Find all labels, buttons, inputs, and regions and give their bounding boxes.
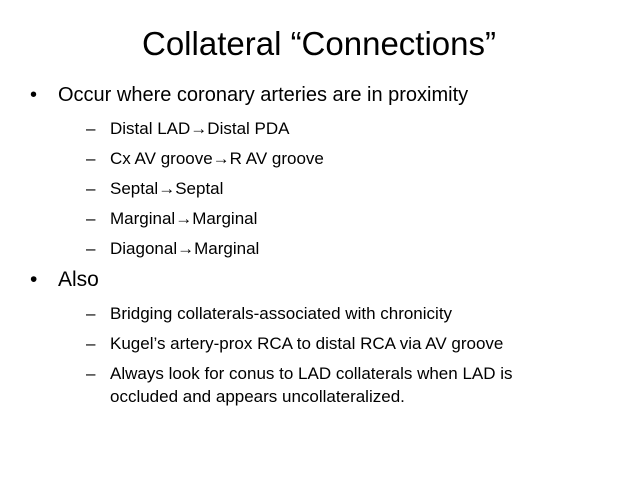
sub-item-text: Septal→Septal: [110, 179, 224, 198]
sub-item-text: Cx AV groove→R AV groove: [110, 149, 324, 168]
sub-item-marginal: [86, 207, 258, 230]
dash-icon: –: [86, 149, 96, 168]
sub-item-text: Distal LAD→Distal PDA: [110, 119, 290, 138]
slide-title: Collateral “Connections”: [142, 25, 496, 62]
sub-item-text: Marginal→Marginal: [110, 209, 258, 228]
dash-icon: –: [86, 179, 96, 198]
dash-icon: –: [86, 209, 96, 228]
bullet-icon: •: [30, 84, 38, 106]
dash-icon: –: [86, 304, 96, 323]
sub-item-text: Kugel’s artery-prox RCA to distal RCA via AV groove: [110, 334, 504, 353]
sub-item-conus: [86, 362, 580, 408]
sub-item-kugels: [86, 332, 504, 355]
sub-item-text: Diagonal→Marginal: [110, 239, 260, 258]
bullet-icon: •: [30, 268, 38, 291]
sub-item-cx-av-groove: [86, 147, 324, 170]
dash-icon: –: [86, 239, 96, 258]
sub-item-septal: [86, 177, 224, 200]
sub-item-diagonal: [86, 237, 260, 260]
dash-icon: –: [86, 334, 96, 353]
bullet-text: Occur where coronary arteries are in proximity: [58, 84, 469, 106]
sub-item-distal-lad: [86, 117, 290, 140]
dash-icon: –: [86, 364, 96, 383]
dash-icon: –: [86, 119, 96, 138]
sub-item-text: Bridging collaterals-associated with chronicity: [110, 304, 453, 323]
sub-item-text: Always look for conus to LAD collaterals when LAD is occluded and appears uncollateralized.: [110, 364, 513, 406]
bullet-text: Also: [58, 268, 99, 291]
sub-item-bridging: [86, 302, 453, 325]
bullet-item-occur: [30, 82, 469, 108]
bullet-item-also: [30, 267, 99, 293]
